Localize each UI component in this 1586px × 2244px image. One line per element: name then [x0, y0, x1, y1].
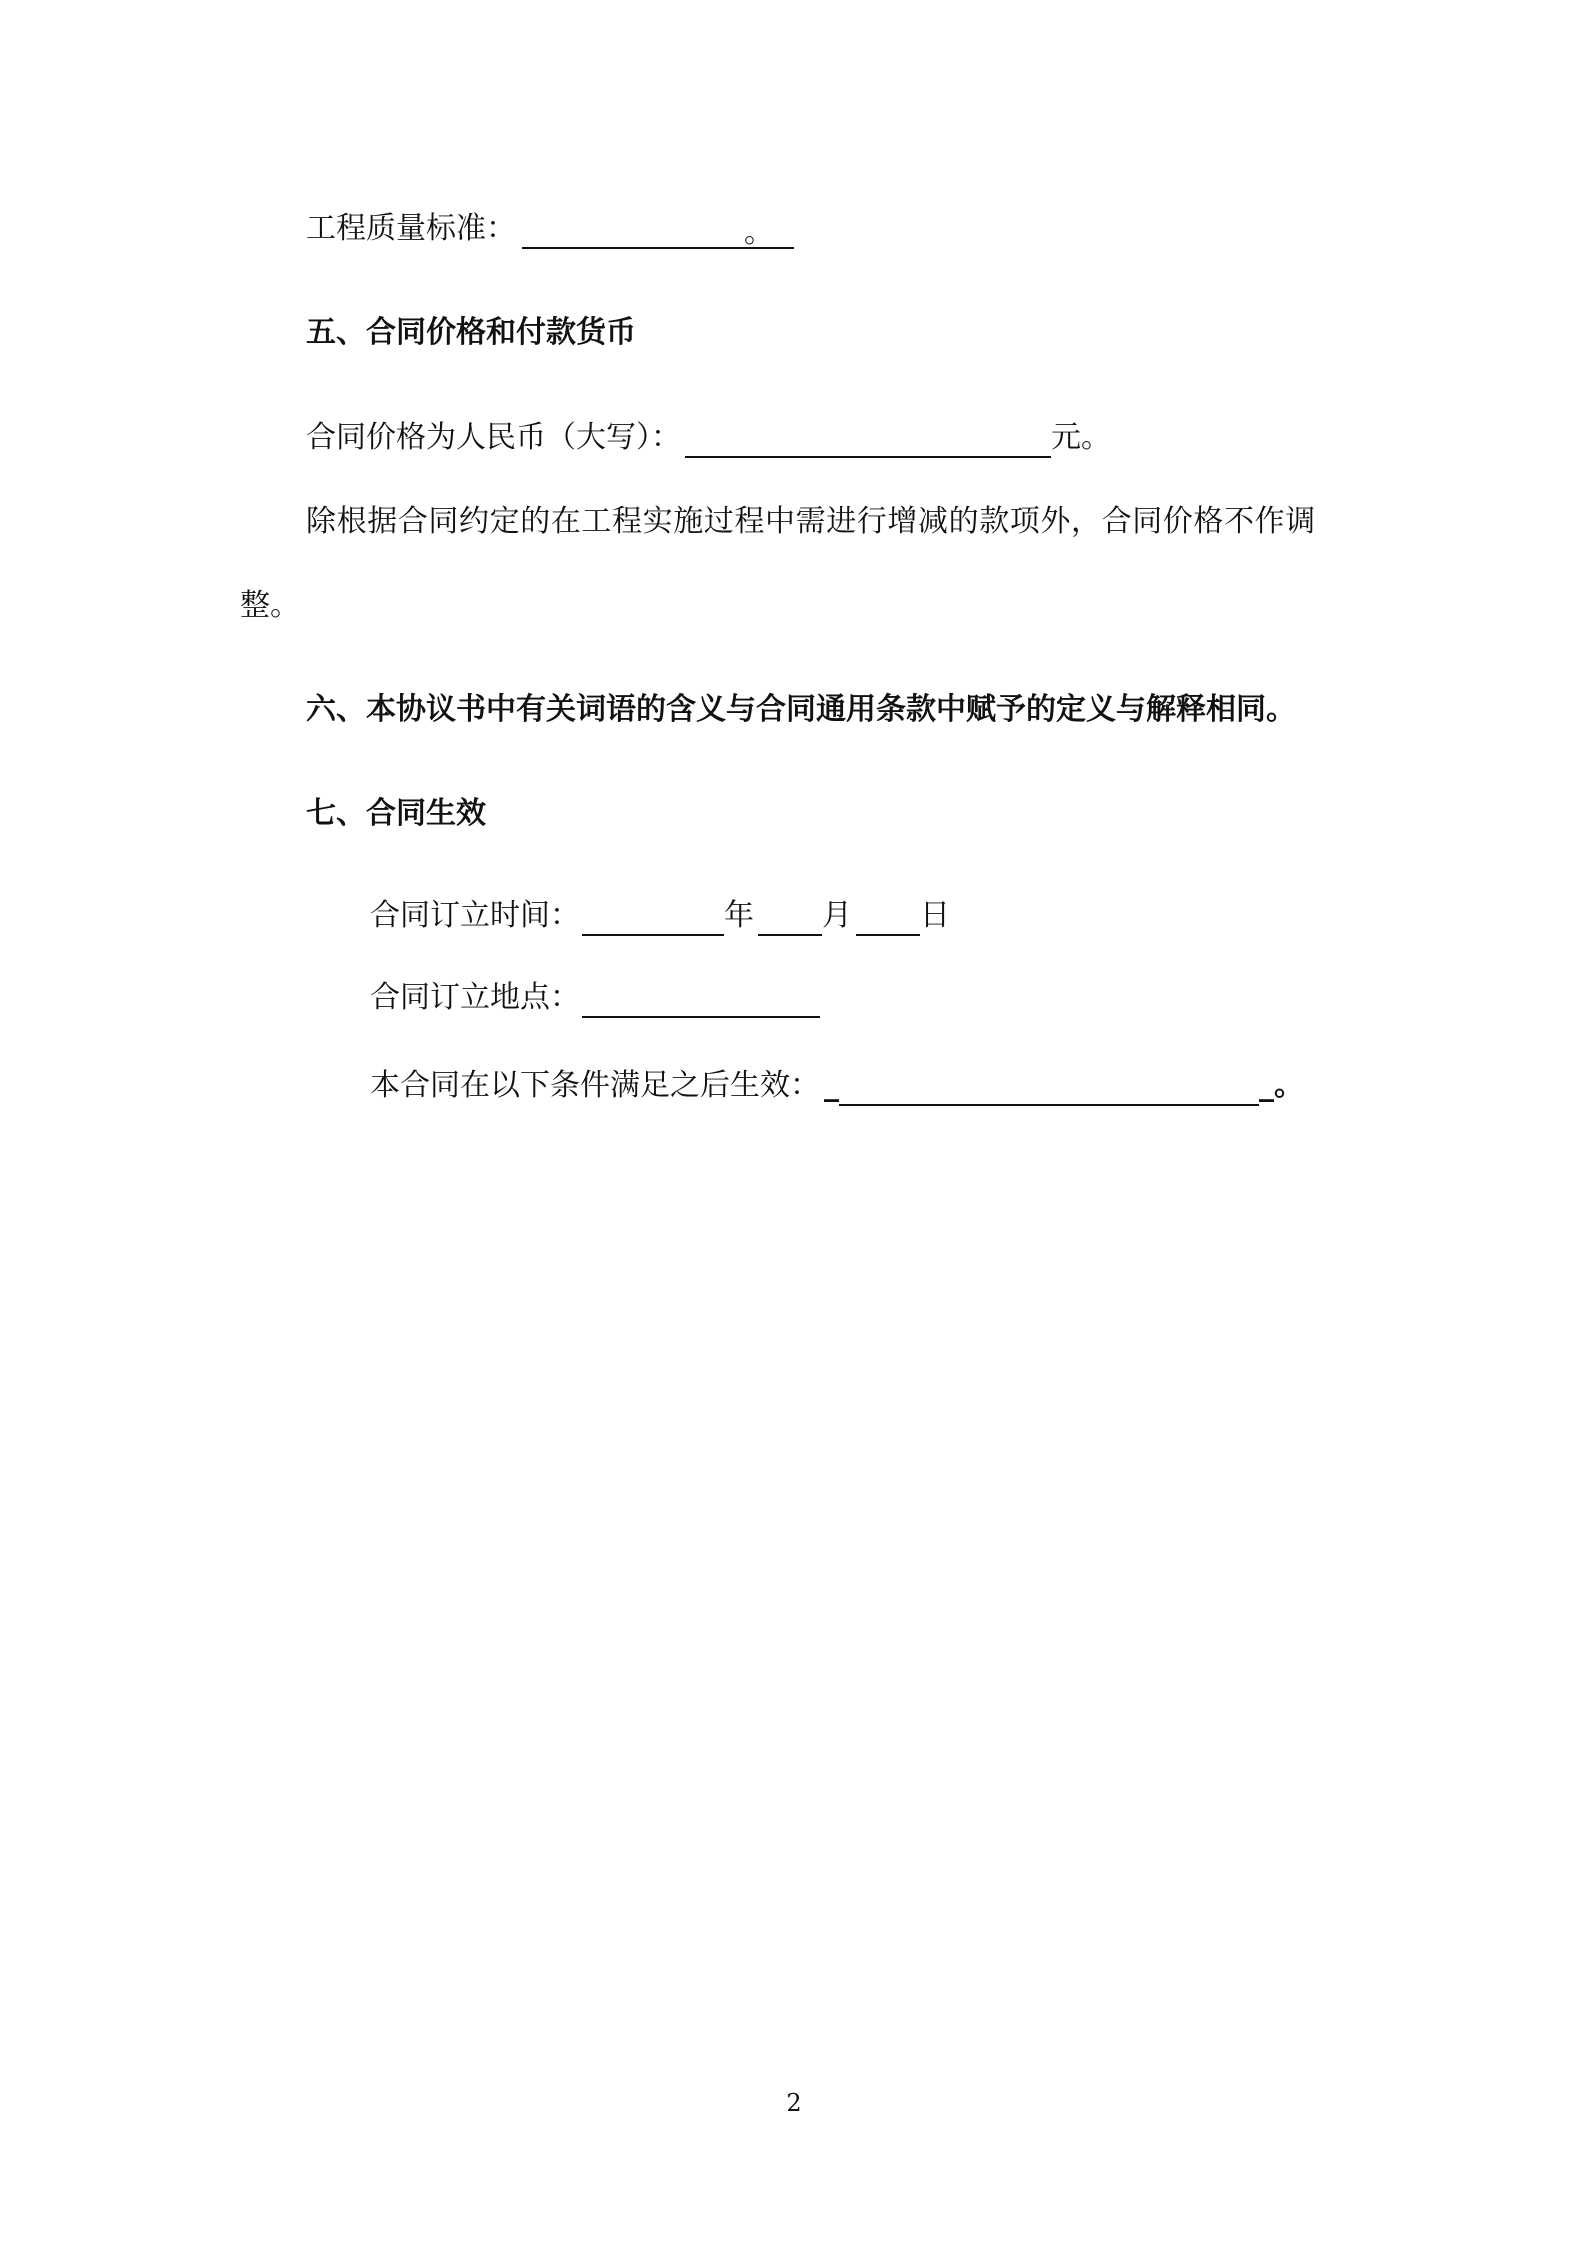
section-5-heading: 五、合同价格和付款货币 [306, 315, 636, 350]
signing-place-label: 合同订立地点： [370, 980, 580, 1015]
contract-price-field[interactable] [685, 422, 1051, 458]
contract-price-label: 合同价格为人民币（大写）： [306, 420, 681, 455]
effective-condition-line [370, 1066, 1304, 1106]
signing-place-line [370, 978, 820, 1018]
page-number: 2 [786, 2089, 802, 2117]
signing-year-field[interactable] [582, 900, 724, 936]
day-unit: 日 [920, 898, 950, 933]
contract-price-line [306, 418, 1111, 458]
condition-suffix: _。 [1259, 1068, 1304, 1103]
quality-standard-suffix: 。 [744, 213, 794, 249]
quality-standard-line [306, 209, 794, 249]
signing-date-line [370, 896, 950, 936]
price-note-line-2: 整。 [240, 588, 300, 623]
month-unit: 月 [822, 898, 852, 933]
effective-condition-label: 本合同在以下条件满足之后生效： [370, 1068, 820, 1103]
quality-standard-field[interactable] [522, 213, 744, 249]
quality-standard-label: 工程质量标准： [306, 211, 516, 246]
contract-price-unit: 元。 [1051, 420, 1111, 455]
price-note-line-1: 除根据合同约定的在工程实施过程中需进行增减的款项外，合同价格不作调 [306, 504, 1316, 539]
condition-prefix: _ [824, 1068, 839, 1103]
section-6-heading: 六、本协议书中有关词语的含义与合同通用条款中赋予的定义与解释相同。 [306, 692, 1296, 727]
signing-month-field[interactable] [758, 900, 822, 936]
year-unit: 年 [724, 898, 754, 933]
section-7-heading: 七、合同生效 [306, 796, 486, 831]
effective-condition-field[interactable] [839, 1070, 1259, 1106]
signing-place-field[interactable] [582, 982, 820, 1018]
signing-day-field[interactable] [856, 900, 920, 936]
signing-date-label: 合同订立时间： [370, 898, 580, 933]
